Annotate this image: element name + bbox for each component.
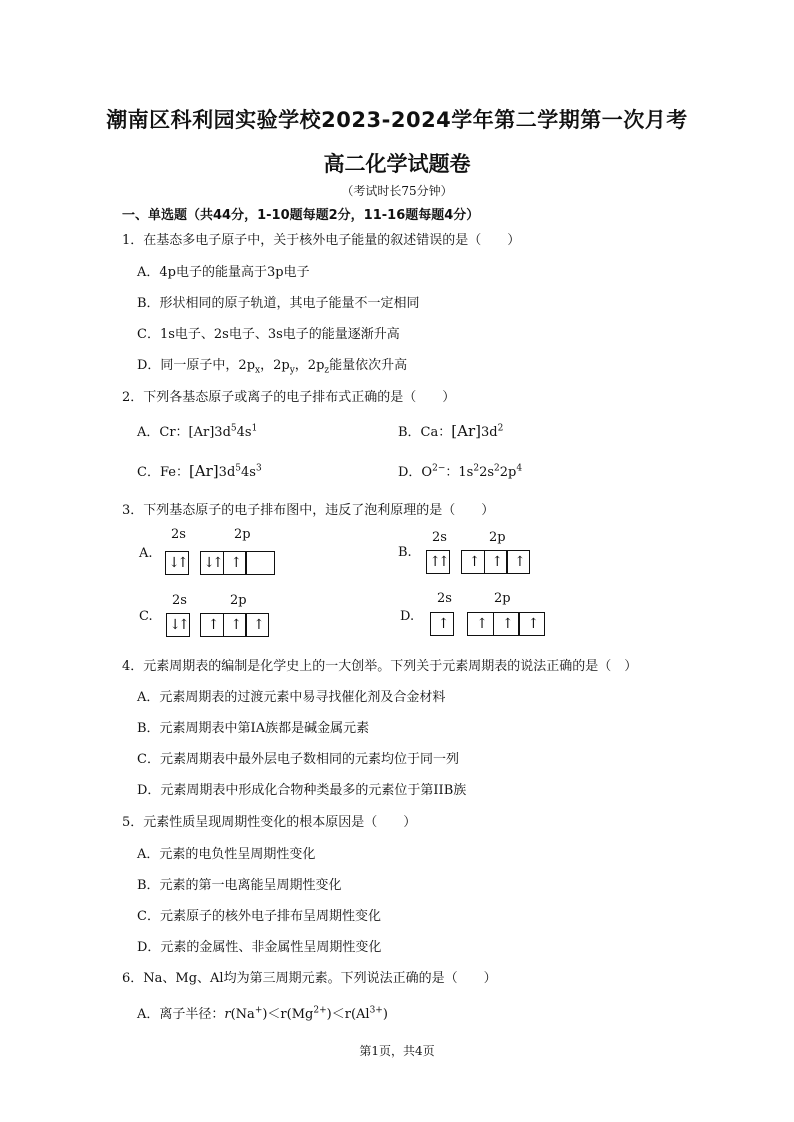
q6-stem: 6．Na、Mg、Al均为第三周期元素。下列说法正确的是（ ） <box>122 971 497 986</box>
q3-option-b-label: B. <box>398 545 412 560</box>
exam-title: 潮南区科利园实验学校2023-2024学年第二学期第一次月考 <box>106 108 688 132</box>
q2-option-a: A．Cr：$[Ar]3d^54s^1$ <box>137 423 258 440</box>
q4-option-b: B．元素周期表中第IA族都是碱金属元素 <box>137 721 370 736</box>
q2-stem: 2．下列各基态原子或离子的电子排布式正确的是（ ） <box>122 390 456 405</box>
orbital-box: ↑ <box>223 613 247 637</box>
orbital-box: ↑↑ <box>426 550 450 574</box>
orbital-box: ↑ <box>467 612 494 636</box>
q3-b-2p-label: 2p <box>489 530 506 545</box>
section-heading: 一、单选题（共44分，1-10题每题2分，11-16题每题4分） <box>122 208 480 223</box>
q4-stem: 4．元素周期表的编制是化学史上的一大创举。下列关于元素周期表的说法正确的是（ ） <box>122 659 638 674</box>
q3-option-c-label: C. <box>139 609 153 624</box>
q3-c-2s-orbitals <box>166 613 190 637</box>
q4-option-c: C．元素周期表中最外层电子数相同的元素均位于同一列 <box>137 752 459 767</box>
q6-option-a: A．离子半径：$r(Na^+)<r(Mg^{2+})<r(Al^{3+})$ <box>137 1005 388 1022</box>
q3-c-2p-label: 2p <box>230 593 247 608</box>
q1-stem: 1．在基态多电子原子中，关于核外电子能量的叙述错误的是（ ） <box>122 233 521 248</box>
orbital-box: ↑ <box>484 550 508 574</box>
q3-stem: 3．下列基态原子的电子排布图中，违反了泡利原理的是（ ） <box>122 503 495 518</box>
orbital-box: ↑ <box>518 612 545 636</box>
q2-option-d: D．$O^{2-}$：$1s^22s^22p^4$ <box>398 463 523 480</box>
q1-option-d: D．同一原子中，$2p_x$，$2p_y$，$2p_z$能量依次升高 <box>137 358 408 376</box>
orbital-box: ↑ <box>461 550 485 574</box>
orbital-box: ↑ <box>430 612 454 636</box>
orbital-box: ↓↑ <box>166 613 190 637</box>
q3-option-d-label: D. <box>400 609 415 624</box>
q3-c-2s-label: 2s <box>172 593 187 608</box>
q3-b-2p-orbitals <box>461 550 530 574</box>
q3-a-2s-orbitals <box>165 551 189 575</box>
q4-option-d: D．元素周期表中形成化合物种类最多的元素位于第IIB族 <box>137 783 467 798</box>
q3-d-2s-label: 2s <box>437 591 452 606</box>
q3-d-2p-orbitals <box>467 612 545 636</box>
q5-option-b: B．元素的第一电离能呈周期性变化 <box>137 878 342 893</box>
q3-c-2p-orbitals <box>200 613 269 637</box>
q5-option-a: A．元素的电负性呈周期性变化 <box>137 847 316 862</box>
orbital-box: ↑ <box>223 551 247 575</box>
q2-option-b: B．Ca：$[Ar]3d^2$ <box>398 422 504 440</box>
exam-subtitle: 高二化学试题卷 <box>323 152 471 176</box>
q3-a-2p-label: 2p <box>234 527 251 542</box>
q4-option-a: A．元素周期表的过渡元素中易寻找催化剂及合金材料 <box>137 690 446 705</box>
q3-d-2s-orbitals <box>430 612 454 636</box>
q3-b-2s-orbitals <box>426 550 450 574</box>
q1-option-b: B．形状相同的原子轨道，其电子能量不一定相同 <box>137 296 420 311</box>
q5-stem: 5．元素性质呈现周期性变化的根本原因是（ ） <box>122 815 417 830</box>
q2-option-c: C．Fe：$[Ar]3d^54s^3$ <box>137 462 262 480</box>
q3-b-2s-label: 2s <box>432 530 447 545</box>
q3-d-2p-label: 2p <box>494 591 511 606</box>
q3-a-2s-label: 2s <box>171 527 186 542</box>
q5-option-d: D．元素的金属性、非金属性呈周期性变化 <box>137 940 382 955</box>
orbital-box: ↑ <box>245 613 269 637</box>
orbital-box: ↓↑ <box>165 551 189 575</box>
orbital-box: ↑ <box>493 612 520 636</box>
q1-option-a: A．4p电子的能量高于3p电子 <box>137 265 310 280</box>
q3-a-2p-orbitals <box>200 551 275 575</box>
page-footer: 第1页，共4页 <box>359 1044 435 1058</box>
orbital-box: ↓↑ <box>200 551 224 575</box>
orbital-box: ↑ <box>200 613 224 637</box>
q5-option-c: C．元素原子的核外电子排布呈周期性变化 <box>137 909 381 924</box>
q1-option-c: C．1s电子、2s电子、3s电子的能量逐渐升高 <box>137 327 400 342</box>
orbital-box <box>245 551 275 575</box>
orbital-box: ↑ <box>506 550 530 574</box>
exam-duration: （考试时长75分钟） <box>341 184 453 198</box>
q3-option-a-label: A. <box>139 546 153 561</box>
